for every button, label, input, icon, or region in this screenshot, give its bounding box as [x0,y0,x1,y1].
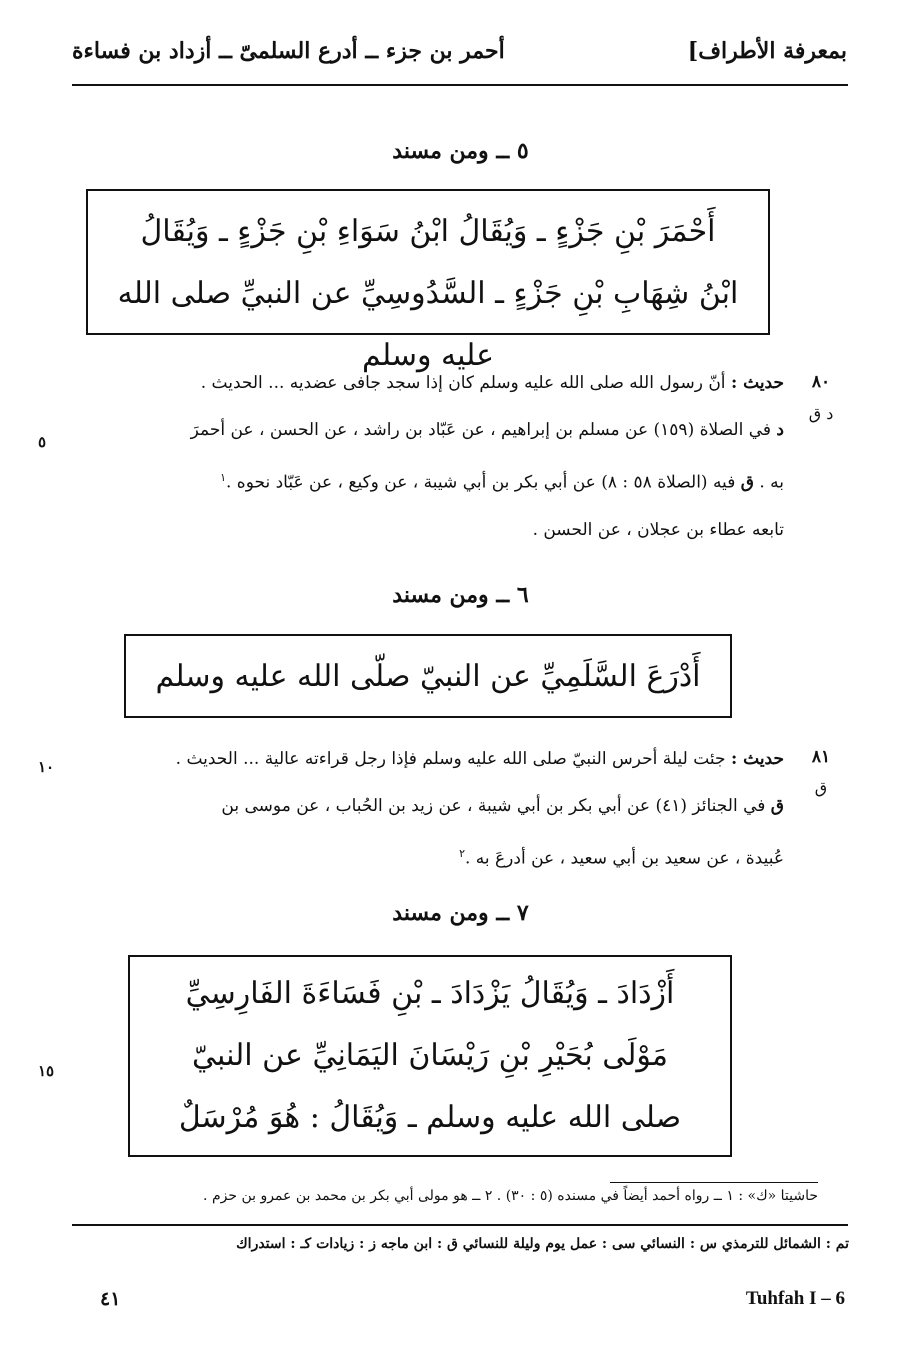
page-reference: Tuhfah I – 6 [745,1288,845,1309]
hadith-line [72,454,784,507]
musnad-box-5 [86,189,770,373]
hadith-line-text: عُبيدة ، عن سعيد بن أبي سعيد ، عن أدرعَ به . [464,848,784,869]
section-heading-6: ٦ ــ ومن مسند [392,582,529,608]
hadith-line-text: تابعه عطاء بن عجلان ، عن الحسن . [532,519,784,540]
line-marker: ١٠ [38,758,55,776]
hadith-line [72,360,784,407]
box-line: ابْنُ شِهَابِ بْنِ جَزْءٍ ـ السَّدُوسِيِّ عن النبيِّ صلى الله عليه وسلم [117,276,739,373]
hadith-81-text [72,736,784,883]
hadith-line-text: به . [759,472,784,493]
line-marker: ٥ [38,433,47,451]
hadith-line [72,507,784,554]
siglum-q: ق [770,796,784,816]
hadith-sigla: د ق [808,404,834,423]
page-number: ٤١ [100,1288,121,1310]
hadith-80-text [72,360,784,554]
running-head-left: أحمر بن جزء ــ أدرع السلمىّ ــ أزداد بن فساءة [72,38,505,64]
running-head-right: بمعرفة الأطراف] [687,38,847,64]
hadith-label: حديث : [730,749,784,769]
hadith-line [72,736,784,783]
box-line: أَزْدَادَ ـ وَيُقَالُ يَزْدَادَ ـ بْنِ فَسَاءَةَ الفَارِسِيِّ [185,976,675,1011]
legend-rule [72,1224,848,1226]
footnote-mark: ١ [220,471,226,484]
hadith-line-text: جئت ليلة أحرس النبيّ صلى الله عليه وسلم فإذا رجل قراءته عالية ... الحديث . [175,749,726,769]
hadith-line-text: في الصلاة (١٥٩) عن مسلم بن إبراهيم ، عن عَبّاد بن راشد ، عن الحسن ، عن أحمرَ [190,420,772,440]
section-heading-5: ٥ ــ ومن مسند [392,138,529,164]
hadith-sigla: ق [814,778,828,797]
line-marker: ١٥ [38,1062,55,1080]
musnad-box-6 [124,634,732,718]
box-line: أَحْمَرَ بْنِ جَزْءٍ ـ وَيُقَالُ ابْنُ سَوَاءِ بْنِ جَزْءٍ ـ وَيُقَالُ [140,214,716,249]
hadith-label: حديث : [730,373,784,393]
footnote-rule [610,1182,818,1183]
box-line: صلى الله عليه وسلم ـ وَيُقَالُ : هُوَ مُرْسَلٌ [178,1100,682,1135]
hadith-line-text: أنّ رسول الله صلى الله عليه وسلم كان إذا سجد جافى عضديه ... الحديث . [200,373,726,393]
siglum-q: ق [740,472,754,493]
hadith-line-text: في الجنائز (٤١) عن أبي بكر بن أبي شيبة ، عن زيد بن الحُباب ، عن موسى بن [221,796,766,816]
section-heading-7: ٧ ــ ومن مسند [392,900,529,926]
footnotes: حاشيتا «ك» : ١ ــ رواه أحمد أيضاً في مسنده (٥ : ٣٠) . ٢ ــ هو مولى أبي بكر بن محمد بن عمرو بن حزم . [203,1188,818,1204]
hadith-line [72,783,784,830]
musnad-box-7 [128,955,732,1157]
hadith-line [72,830,784,883]
box-line: أَدْرَعَ السَّلَمِيِّ عن النبيّ صلّى الله عليه وسلم [155,659,701,694]
hadith-number: ٨٠ [811,372,831,392]
footnote-mark: ٢ [459,847,465,860]
hadith-line-text: فيه (الصلاة ٥٨ : ٨) عن أبي بكر بن أبي شيبة ، عن وكيع ، عن عَبّاد نحوه . [226,472,736,493]
header-rule [72,84,848,86]
siglum-d: د [776,420,784,440]
hadith-number: ٨١ [811,747,831,767]
abbreviation-legend: تم : الشمائل للترمذي س : النسائي سى : عمل يوم وليلة للنسائي ق : ابن ماجه ز : زيادات كـ : استدراك [236,1236,849,1252]
hadith-line [72,407,784,454]
box-line: مَوْلَى بُحَيْرِ بْنِ رَيْسَانَ اليَمَانِيِّ عن النبيّ [192,1038,668,1073]
